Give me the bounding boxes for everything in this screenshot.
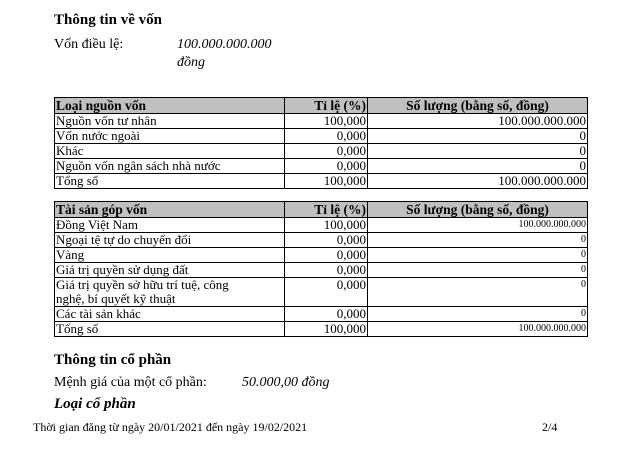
col-header-asset-type: Tài sản góp vốn <box>55 202 285 218</box>
capital-heading: Thông tin về vốn <box>54 12 162 28</box>
table-total-row <box>55 174 588 189</box>
capital-sources-table <box>54 97 588 189</box>
source-ratio: 0,000 <box>285 129 368 144</box>
asset-name: Giá trị quyền sở hữu trí tuệ, công <box>55 278 285 293</box>
source-amount: 100.000.000.000 <box>368 114 588 129</box>
table-row <box>55 307 588 322</box>
col-header-amount: Số lượng (bằng số, đồng) <box>368 202 588 218</box>
col-header-ratio: Tỉ lệ (%) <box>285 98 368 114</box>
asset-ratio: 0,000 <box>285 248 368 263</box>
share-type-heading: Loại cổ phần <box>54 396 136 412</box>
total-amount: 100.000.000.000 <box>368 174 588 189</box>
asset-ratio: 100,000 <box>285 218 368 233</box>
asset-amount: 0 <box>368 278 588 293</box>
source-ratio: 0,000 <box>285 144 368 159</box>
asset-name: Đồng Việt Nam <box>55 218 285 233</box>
col-header-amount: Số lượng (bằng số, đồng) <box>368 98 588 114</box>
charter-capital-unit: đồng <box>177 55 205 70</box>
shares-heading: Thông tin cổ phần <box>54 352 172 368</box>
total-label: Tổng số <box>55 174 285 189</box>
table-total-row <box>55 322 588 337</box>
table-row <box>55 248 588 263</box>
col-header-source-type: Loại nguồn vốn <box>55 98 285 114</box>
asset-amount: 100.000.000.000 <box>368 218 588 233</box>
charter-capital-label: Vốn điều lệ: <box>54 37 124 52</box>
col-header-ratio: Tỉ lệ (%) <box>285 202 368 218</box>
asset-name-continuation: nghệ, bí quyết kỹ thuật <box>55 292 285 307</box>
source-ratio: 100,000 <box>285 114 368 129</box>
asset-name: Vàng <box>55 248 285 263</box>
total-ratio: 100,000 <box>285 322 368 337</box>
total-ratio: 100,000 <box>285 174 368 189</box>
source-amount: 0 <box>368 129 588 144</box>
table-row <box>55 263 588 278</box>
total-amount: 100.000.000.000 <box>368 322 588 337</box>
source-ratio: 0,000 <box>285 159 368 174</box>
source-name: Nguồn vốn tư nhân <box>55 114 285 129</box>
source-name: Khác <box>55 144 285 159</box>
table-row <box>55 218 588 233</box>
table-row <box>55 233 588 248</box>
asset-amount: 0 <box>368 233 588 248</box>
source-amount: 0 <box>368 159 588 174</box>
total-label: Tổng số <box>55 322 285 337</box>
contributed-assets-table <box>54 201 588 337</box>
asset-ratio-blank <box>285 292 368 307</box>
asset-ratio: 0,000 <box>285 307 368 322</box>
asset-ratio: 0,000 <box>285 233 368 248</box>
table-row <box>55 144 588 159</box>
asset-name: Giá trị quyền sử dụng đất <box>55 263 285 278</box>
table-row <box>55 278 588 293</box>
charter-capital-value: 100.000.000.000 <box>177 37 272 52</box>
asset-name: Các tài sản khác <box>55 307 285 322</box>
page-number: 2/4 <box>542 420 558 434</box>
source-name: Nguồn vốn ngân sách nhà nước <box>55 159 285 174</box>
asset-amount: 0 <box>368 248 588 263</box>
source-amount: 0 <box>368 144 588 159</box>
par-value-amount: 50.000,00 đồng <box>242 375 330 390</box>
asset-amount: 0 <box>368 263 588 278</box>
table-row <box>55 114 588 129</box>
table-row <box>55 129 588 144</box>
table-row <box>55 159 588 174</box>
registration-period-footer: Thời gian đăng từ ngày 20/01/2021 đến ngày 19/02/2021 <box>33 420 308 434</box>
asset-ratio: 0,000 <box>285 278 368 293</box>
table-row-continuation <box>55 292 588 307</box>
asset-name: Ngoại tệ tự do chuyển đổi <box>55 233 285 248</box>
asset-ratio: 0,000 <box>285 263 368 278</box>
asset-amount: 0 <box>368 307 588 322</box>
source-name: Vốn nước ngoài <box>55 129 285 144</box>
par-value-label: Mệnh giá của một cổ phần: <box>54 375 207 390</box>
asset-amount-blank <box>368 292 588 307</box>
